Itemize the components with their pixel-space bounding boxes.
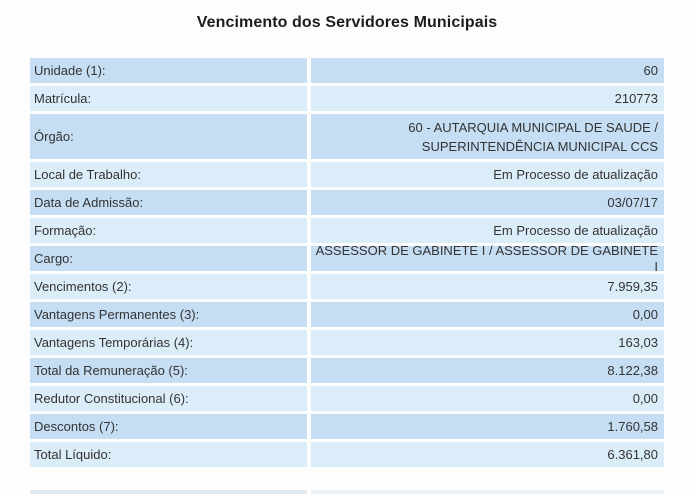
row-value: 1.760,58 xyxy=(311,414,664,439)
row-label: Cargo: xyxy=(30,246,307,271)
row-label: Formação: xyxy=(30,218,307,243)
row-label: Total da Remuneração (5): xyxy=(30,358,307,383)
row-value: ASSESSOR DE GABINETE I / ASSESSOR DE GABINETE I xyxy=(311,246,664,271)
row-value: 60 xyxy=(311,58,664,83)
table-row xyxy=(30,114,664,159)
table-row xyxy=(30,302,664,327)
page xyxy=(0,13,694,467)
table-row xyxy=(30,162,664,187)
table-row xyxy=(30,386,664,411)
row-value: 163,03 xyxy=(311,330,664,355)
page-title: Vencimento dos Servidores Municipais xyxy=(196,14,498,31)
row-value: 6.361,80 xyxy=(311,442,664,467)
row-label: Redutor Constitucional (6): xyxy=(30,386,307,411)
table-row xyxy=(30,274,664,299)
row-label: Vantagens Permanentes (3): xyxy=(30,302,307,327)
table-row xyxy=(30,358,664,383)
table-row xyxy=(30,414,664,439)
row-label: Data de Admissão: xyxy=(30,190,307,215)
row-label: Local de Trabalho: xyxy=(30,162,307,187)
row-label: Unidade (1): xyxy=(30,58,307,83)
row-label: Vantagens Temporárias (4): xyxy=(30,330,307,355)
row-value: Em Processo de atualização xyxy=(311,162,664,187)
row-value: 60 - AUTARQUIA MUNICIPAL DE SAUDE / SUPERINTENDÊNCIA MUNICIPAL CCS xyxy=(311,114,664,159)
row-value: 8.122,38 xyxy=(311,358,664,383)
table-row xyxy=(30,442,664,467)
row-label: Vencimentos (2): xyxy=(30,274,307,299)
table-row xyxy=(30,58,664,83)
partial-next-row-value-cell xyxy=(311,490,664,494)
row-label: Descontos (7): xyxy=(30,414,307,439)
partial-next-row xyxy=(30,490,664,494)
partial-next-row-label-cell xyxy=(30,490,307,494)
row-value: Em Processo de atualização xyxy=(311,218,664,243)
salary-table xyxy=(30,58,664,467)
row-value: 0,00 xyxy=(311,302,664,327)
row-label: Total Líquido: xyxy=(30,442,307,467)
row-label: Órgão: xyxy=(30,114,307,159)
row-value: 0,00 xyxy=(311,386,664,411)
table-row xyxy=(30,86,664,111)
table-row xyxy=(30,242,664,274)
table-row xyxy=(30,190,664,215)
table-row xyxy=(30,330,664,355)
row-value: 03/07/17 xyxy=(311,190,664,215)
row-value: 210773 xyxy=(311,86,664,111)
table-row xyxy=(30,218,664,243)
row-value: 7.959,35 xyxy=(311,274,664,299)
row-label: Matrícula: xyxy=(30,86,307,111)
